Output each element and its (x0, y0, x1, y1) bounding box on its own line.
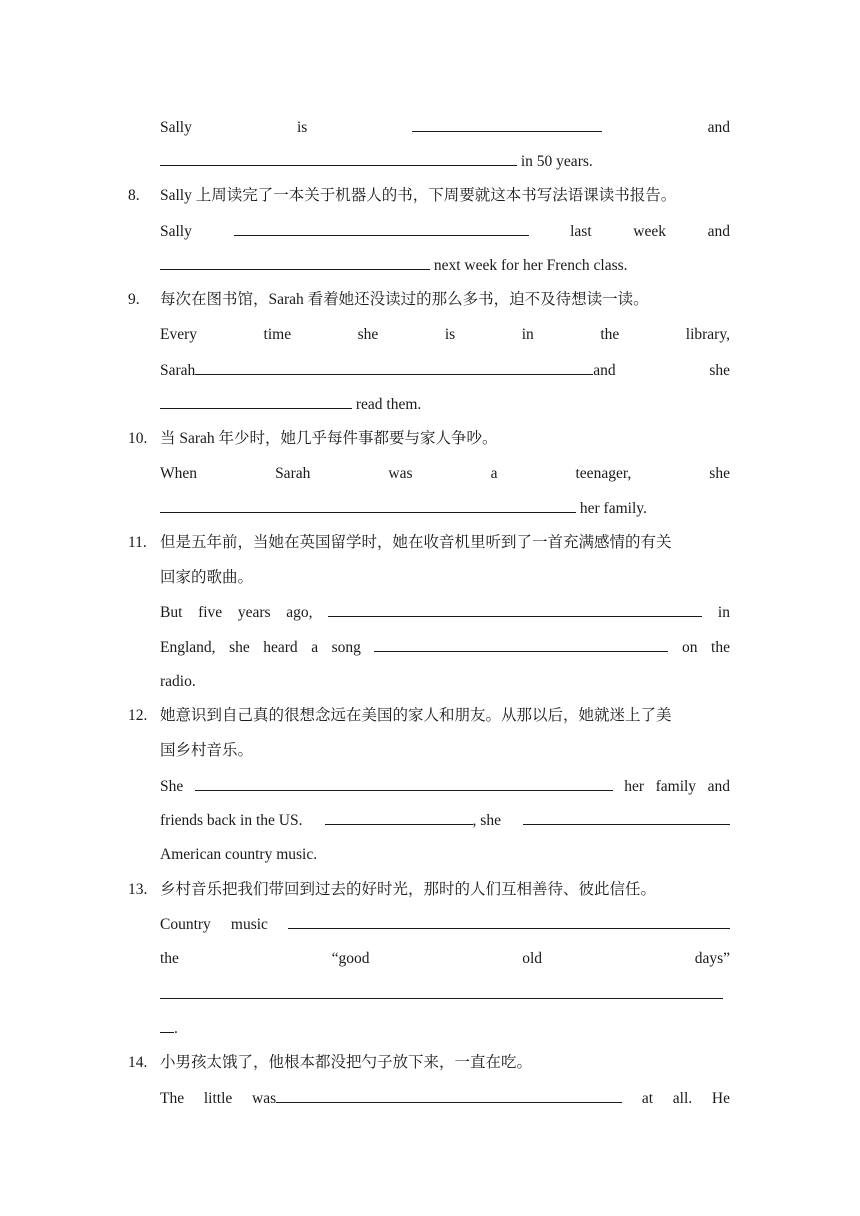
q13-word: music (230, 916, 268, 933)
q13-word: “good (331, 950, 370, 967)
q12-word: and (707, 778, 730, 795)
q14-line-1 (160, 1088, 730, 1109)
question-number-13: 13. (128, 881, 148, 898)
q13-word: the (160, 950, 179, 967)
q8-word: week (633, 223, 666, 240)
q14-word: all. (672, 1090, 693, 1107)
q9-word: in (521, 326, 534, 343)
q8-blank-2[interactable] (160, 255, 430, 270)
q8-text: next week for her French class. (430, 257, 628, 274)
q8-line-2 (160, 255, 730, 276)
q11-blank-2[interactable] (374, 637, 668, 652)
q8-blank-1[interactable] (234, 221, 529, 236)
q12-blank-2[interactable] (325, 810, 473, 825)
q9-blank-1[interactable] (195, 360, 593, 375)
q11-chinese-prompt-1: 但是五年前，当她在英国留学时，她在收音机里听到了一首充满感情的有关 (160, 534, 672, 551)
q12-word: , she (472, 812, 501, 829)
q7-line-2 (160, 151, 730, 172)
question-number-12: 12. (128, 707, 148, 724)
q12-blank-3[interactable] (523, 810, 730, 825)
q11-chinese-prompt-2: 回家的歌曲。 (160, 569, 254, 586)
question-number-8: 8. (128, 187, 140, 204)
q13-line-1 (160, 914, 730, 935)
q9-line-3 (160, 394, 730, 415)
q11-word: But (160, 604, 183, 621)
q10-word: was (388, 465, 413, 482)
q9-blank-2[interactable] (160, 394, 352, 409)
q9-chinese-prompt: 每次在图书馆，Sarah 看着她还没读过的那么多书，迫不及待想读一读。 (160, 291, 649, 308)
question-number-10: 10. (128, 430, 148, 447)
q9-text: read them. (352, 396, 422, 413)
q13-word: old (522, 950, 543, 967)
q14-blank-1[interactable] (276, 1088, 622, 1103)
q11-word: England, (160, 639, 216, 656)
q9-word: the (600, 326, 620, 343)
q11-blank-1[interactable] (328, 602, 702, 617)
q13-blank-1[interactable] (288, 914, 730, 929)
q9-word: she (357, 326, 379, 343)
q8-chinese-prompt: Sally 上周读完了一本关于机器人的书，下周要就这本书写法语课读书报告。 (160, 187, 677, 204)
q10-line-1 (160, 464, 730, 484)
q11-word: on (682, 639, 698, 656)
q7-word: and (707, 119, 730, 136)
question-number-11: 11. (128, 534, 147, 551)
q13-text: . (174, 1020, 178, 1037)
q11-word: in (717, 604, 730, 621)
q14-chinese-prompt: 小男孩太饿了，他根本都没把勺子放下来，一直在吃。 (160, 1054, 533, 1071)
q13-line-4 (160, 1018, 730, 1039)
q9-line-1 (160, 325, 730, 345)
q14-word: little (203, 1090, 233, 1107)
q13-line-2 (160, 949, 730, 969)
q7-word: is (297, 119, 308, 136)
q9-word: is (444, 326, 456, 343)
q9-word: she (709, 362, 730, 379)
q12-word: her (624, 778, 645, 795)
q13-blank-2[interactable] (160, 984, 723, 999)
q10-word: Sarah (275, 465, 311, 482)
q10-line-2 (160, 498, 730, 519)
q11-word: five (198, 604, 223, 621)
q13-line-3 (160, 984, 730, 1005)
q8-word: Sally (160, 223, 192, 240)
q13-word: days” (694, 950, 730, 967)
q11-word: years (237, 604, 271, 621)
q10-word: a (490, 465, 498, 482)
q12-blank-1[interactable] (195, 776, 613, 791)
q14-word: at (641, 1090, 654, 1107)
q8-line-1 (160, 221, 730, 242)
q10-word: she (709, 465, 730, 482)
q11-word: a (311, 639, 319, 656)
q10-word: When (160, 465, 198, 482)
q12-word: friends back in the US. (160, 812, 303, 829)
q8-word: and (707, 223, 730, 240)
q13-chinese-prompt: 乡村音乐把我们带回到过去的好时光，那时的人们互相善待、彼此信任。 (160, 881, 657, 898)
q10-blank-1[interactable] (160, 498, 576, 513)
q10-word: teenager, (575, 465, 632, 482)
q13-word: Country (160, 916, 211, 933)
q12-chinese-prompt-2: 国乡村音乐。 (160, 742, 254, 759)
q11-word: song (331, 639, 361, 656)
q11-word: she (229, 639, 250, 656)
q7-line-1 (160, 117, 730, 138)
q9-word: time (263, 326, 292, 343)
q12-word: family (655, 778, 697, 795)
q12-line-3: American country music. (160, 846, 318, 863)
q8-word: last (570, 223, 592, 240)
q9-word: and (593, 362, 616, 379)
q9-word: library, (685, 326, 730, 343)
q9-line-2 (160, 360, 730, 381)
q14-word: The (160, 1090, 185, 1107)
q13-blank-3[interactable] (160, 1018, 174, 1033)
q12-chinese-prompt-1: 她意识到自己真的很想念远在美国的家人和朋友。从那以后，她就迷上了美 (160, 707, 672, 724)
q9-word: Every (160, 326, 198, 343)
q10-chinese-prompt: 当 Sarah 年少时，她几乎每件事都要与家人争吵。 (160, 430, 498, 447)
q14-word: He (711, 1090, 730, 1107)
q9-word: Sarah (160, 362, 196, 379)
q7-blank-1[interactable] (412, 117, 602, 132)
question-number-14: 14. (128, 1054, 148, 1071)
q11-word: heard (263, 639, 298, 656)
q11-line-3: radio. (160, 673, 196, 690)
question-number-9: 9. (128, 291, 140, 308)
q11-word: the (711, 639, 730, 656)
q12-line-1 (160, 776, 730, 797)
q7-word: Sally (160, 119, 192, 136)
q12-word: She (160, 778, 184, 795)
q11-word: ago, (286, 604, 313, 621)
q11-line-1 (160, 602, 730, 623)
q14-word: was (252, 1090, 277, 1107)
q7-blank-2[interactable] (160, 151, 517, 166)
q12-line-2 (160, 810, 730, 831)
q10-text: her family. (576, 500, 647, 517)
q7-text: in 50 years. (517, 153, 593, 170)
q11-line-2 (160, 637, 730, 658)
